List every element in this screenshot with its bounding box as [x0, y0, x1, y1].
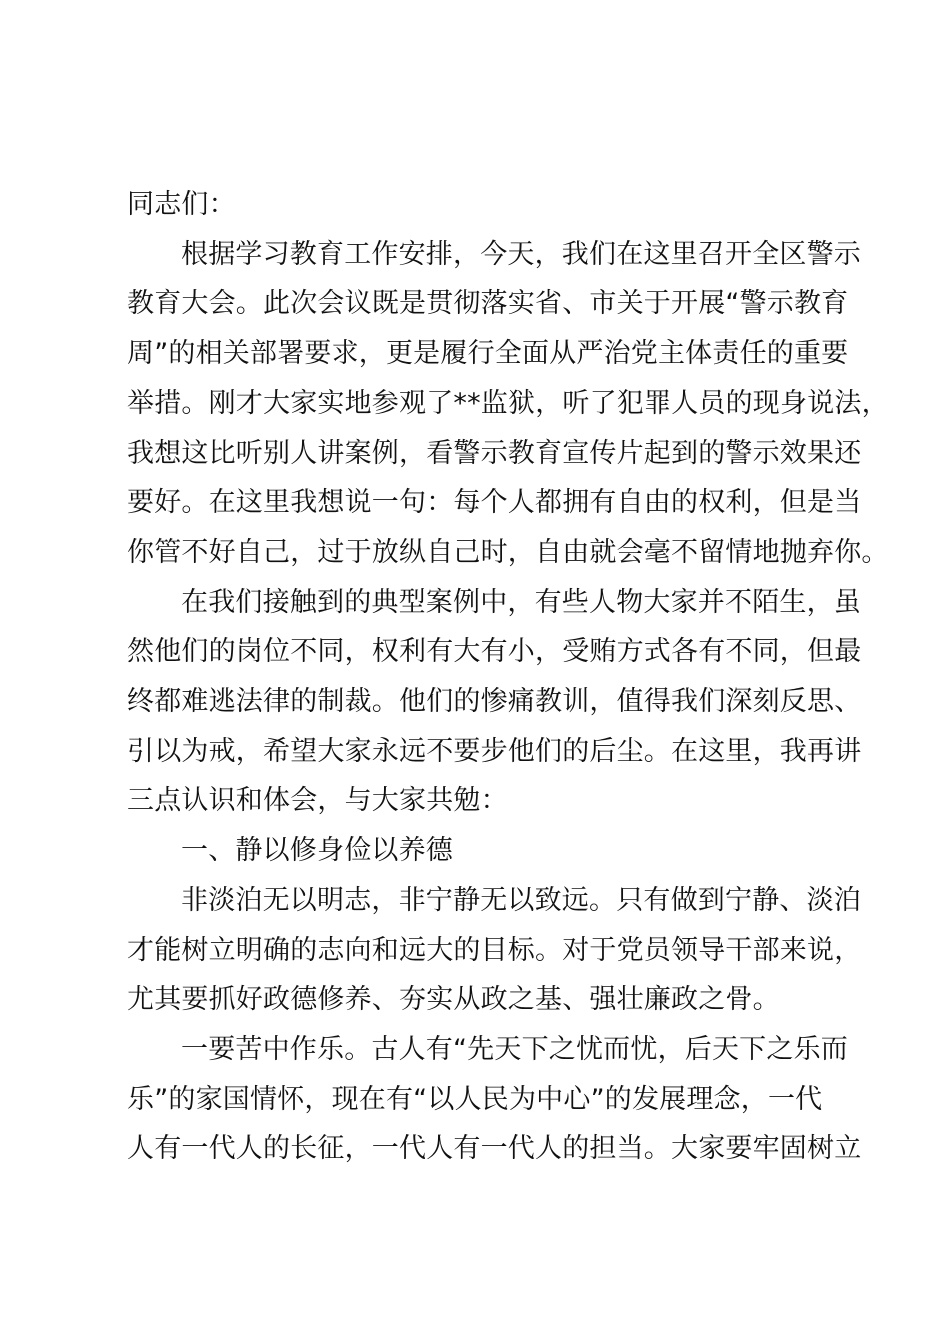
paragraph-line: 乐”的家国情怀，现在有“以人民为中心”的发展理念，一代 — [127, 1083, 823, 1115]
paragraph-line: 人有一代人的长征，一代人有一代人的担当。大家要牢固树立 — [127, 1133, 862, 1165]
paragraph-line: 教育大会。此次会议既是贯彻落实省、市关于开展“警示教育 — [127, 288, 849, 320]
paragraph-line: 非淡泊无以明志，非宁静无以致远。只有做到宁静、淡泊 — [181, 884, 861, 916]
document-body — [127, 180, 889, 1174]
paragraph-line: 才能树立明确的志向和远大的目标。对于党员领导干部来说， — [127, 934, 862, 966]
paragraph-line: 一要苦中作乐。古人有“先天下之忧而忧，后天下之乐而 — [181, 1033, 848, 1065]
paragraph-line: 要好。在这里我想说一句：每个人都拥有自由的权利，但是当 — [127, 487, 862, 519]
paragraph-line: 引以为戒，希望大家永远不要步他们的后尘。在这里，我再讲 — [127, 735, 862, 767]
paragraph-line: 在我们接触到的典型案例中，有些人物大家并不陌生，虽 — [181, 586, 861, 618]
paragraph-line: 举措。刚才大家实地参观了**监狱，听了犯罪人员的现身说法， — [127, 387, 889, 419]
section-heading: 一、静以修身俭以养德 — [181, 835, 453, 867]
paragraph-4 — [127, 1025, 862, 1174]
paragraph-line: 我想这比听别人讲案例，看警示教育宣传片起到的警示效果还 — [127, 437, 862, 469]
paragraph-line: 周”的相关部署要求，更是履行全面从严治党主体责任的重要 — [127, 338, 849, 370]
paragraph-line: 根据学习教育工作安排，今天，我们在这里召开全区警示 — [181, 238, 861, 270]
paragraph-line: 尤其要抓好政德修养、夯实从政之基、强壮廉政之骨。 — [127, 984, 780, 1016]
paragraph-line: 三点认识和体会，与大家共勉： — [127, 785, 508, 817]
paragraph-3 — [127, 876, 862, 1025]
paragraph-line: 然他们的岗位不同，权利有大有小，受贿方式各有不同，但最 — [127, 636, 862, 668]
paragraph-line: 终都难逃法律的制裁。他们的惨痛教训，值得我们深刻反思、 — [127, 686, 862, 718]
paragraph-1 — [127, 230, 889, 578]
paragraph-line: 你管不好自己，过于放纵自己时，自由就会毫不留情地抛弃你。 — [127, 536, 889, 568]
paragraph-2 — [127, 578, 862, 827]
salutation: 同志们： — [127, 189, 236, 220]
